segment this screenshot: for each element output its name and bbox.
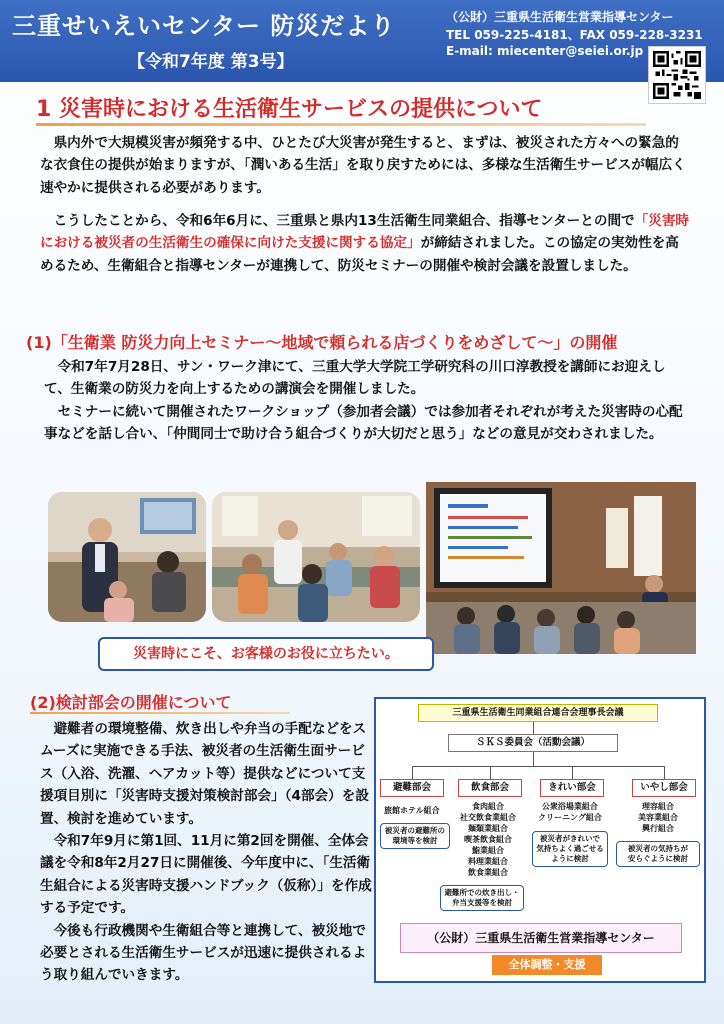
union-list-food: 食肉組合 社交飲食業組合 麺類業組合 喫茶飲食組合 鮨業組合 料理業組合 飲食業組合 xyxy=(460,802,516,877)
header-banner xyxy=(0,0,724,82)
overall-support-label: 全体調整・支援 xyxy=(492,955,602,975)
union-list-healing: 理容組合 美容業組合 興行組合 xyxy=(638,802,678,833)
union-list-cleanliness: 公衆浴場業組合 クリーニング組合 xyxy=(538,802,602,822)
dept-food: 飲食部会 xyxy=(458,779,522,797)
qr-code-icon[interactable] xyxy=(648,46,706,104)
review-paragraph-3: 今後も行政機関や生衛組合等と連携して、被災地で必要とされる生活衛生サービスが迅速に提供されるよう取り組んでいきます。 xyxy=(40,922,367,984)
guidance-center-box: （公財）三重県生活衛生営業指導センター xyxy=(400,923,682,953)
connector-line xyxy=(412,766,664,767)
organization-name: （公財）三重県生活衛生営業指導センター xyxy=(446,10,674,24)
agreement-name: 「災害時における被災者の生活衛生の確保に向けた支援に関する協定」 xyxy=(40,213,690,252)
connector-line xyxy=(533,722,534,734)
email-address[interactable]: E-mail: miecenter@seiei.or.jp xyxy=(446,44,644,58)
issue-number: 【令和7年度 第3号】 xyxy=(128,52,294,72)
connector-line xyxy=(412,766,413,779)
dept-cleanliness: きれい部会 xyxy=(540,779,604,797)
seminar-text xyxy=(44,356,684,446)
seminar-paragraph-1: 令和7年7月28日、サン・ワーク津にて、三重大学大学院工学研究科の川口淳教授を講師にお迎えして、生衛業の防災力を向上するための講演会を開催しました。 xyxy=(44,359,666,398)
task-evacuation: 被災者の避難所の 環境等を検討 xyxy=(380,823,450,849)
task-healing: 被災者の気持ちが 安らぐように検討 xyxy=(616,841,700,867)
dept-healing: いやし部会 xyxy=(632,779,696,797)
review-heading: (2)検討部会の開催について xyxy=(30,693,232,712)
task-food: 避難所での炊き出し・ 弁当支援等を検討 xyxy=(440,885,524,911)
review-paragraph-2: 令和7年9月に第1回、11月に第2回を開催、全体会議を令和8年2月27日に開催後、今年度中に、「生活衛生組合による災害時支援ハンドブック（仮称）」を作成する予定です。 xyxy=(40,833,372,917)
task-cleanliness: 被災者がきれいで 気持ちよく過ごせる ように検討 xyxy=(532,831,608,867)
intro-paragraph: 県内外で大規模災害が頻発する中、ひとたび大災害が発生すると、まずは、被災された方々への緊急的な衣食住の提供が始まりますが、「潤いある生活」を取り戻すためには、多様な生活衛生サービスが幅広く速やかに提供される必要があります。 xyxy=(40,135,686,196)
seminar-heading: (1)「生衛業 防災力向上セミナー～地域で頼られる店づくりをめざして～」の開催 xyxy=(26,333,618,352)
section-title: 1 災害時における生活衛生サービスの提供について xyxy=(36,97,543,122)
connector-line xyxy=(664,766,665,779)
seminar-paragraph-2: セミナーに続いて開催されたワークショップ（参加者会議）では参加者それぞれが考えた災害時の心配事などを話し合い、「仲間同士で助け合う組合づくりが大切だと思う」などの意見が交わされました。 xyxy=(44,403,683,443)
agreement-paragraph: こうしたことから、令和6年6月に、三重県と県内13生活衛生同業組合、指導センターとの間で「災害時における被災者の生活衛生の確保に向けた支援に関する協定」が締結されました。この協定の実効性を高めるため、生衛組合と指導センターが連携して、防災セミナーの開催や検討会議を設置しました。 xyxy=(40,213,690,274)
review-text xyxy=(40,718,372,987)
review-underline xyxy=(30,712,290,714)
workshop-photo xyxy=(212,492,420,622)
newsletter-title: 三重せいえいセンター 防災だより xyxy=(12,12,396,40)
union-list-evacuation: 旅館ホテル組合 xyxy=(384,806,440,815)
speaker-photo xyxy=(48,492,206,622)
sks-committee-box: ＳＫＳ委員会（活動会議） xyxy=(448,734,618,752)
dept-evacuation: 避難部会 xyxy=(380,779,444,797)
council-box: 三重県生活衛生同業組合連合会理事長会議 xyxy=(418,704,658,722)
connector-line xyxy=(572,766,573,779)
speech-bubble: 災害時にこそ、お客様のお役に立ちたい。 xyxy=(98,637,434,671)
connector-line xyxy=(533,752,534,766)
phone-fax: TEL 059-225-4181、FAX 059-228-3231 xyxy=(446,28,703,42)
section-underline xyxy=(36,123,646,126)
organization-diagram xyxy=(374,697,706,983)
review-paragraph-1: 避難者の環境整備、炊き出しや弁当の手配などをスムーズに実施できる手法、被災者の生活衛生面サービス（入浴、洗濯、ヘアカット等）提供などについて支援項目別に「災害時支援対策検討部会」（4部会）を設置、検討を進めています。 xyxy=(40,721,369,827)
lecture-photo xyxy=(426,482,696,654)
connector-line xyxy=(490,766,491,779)
